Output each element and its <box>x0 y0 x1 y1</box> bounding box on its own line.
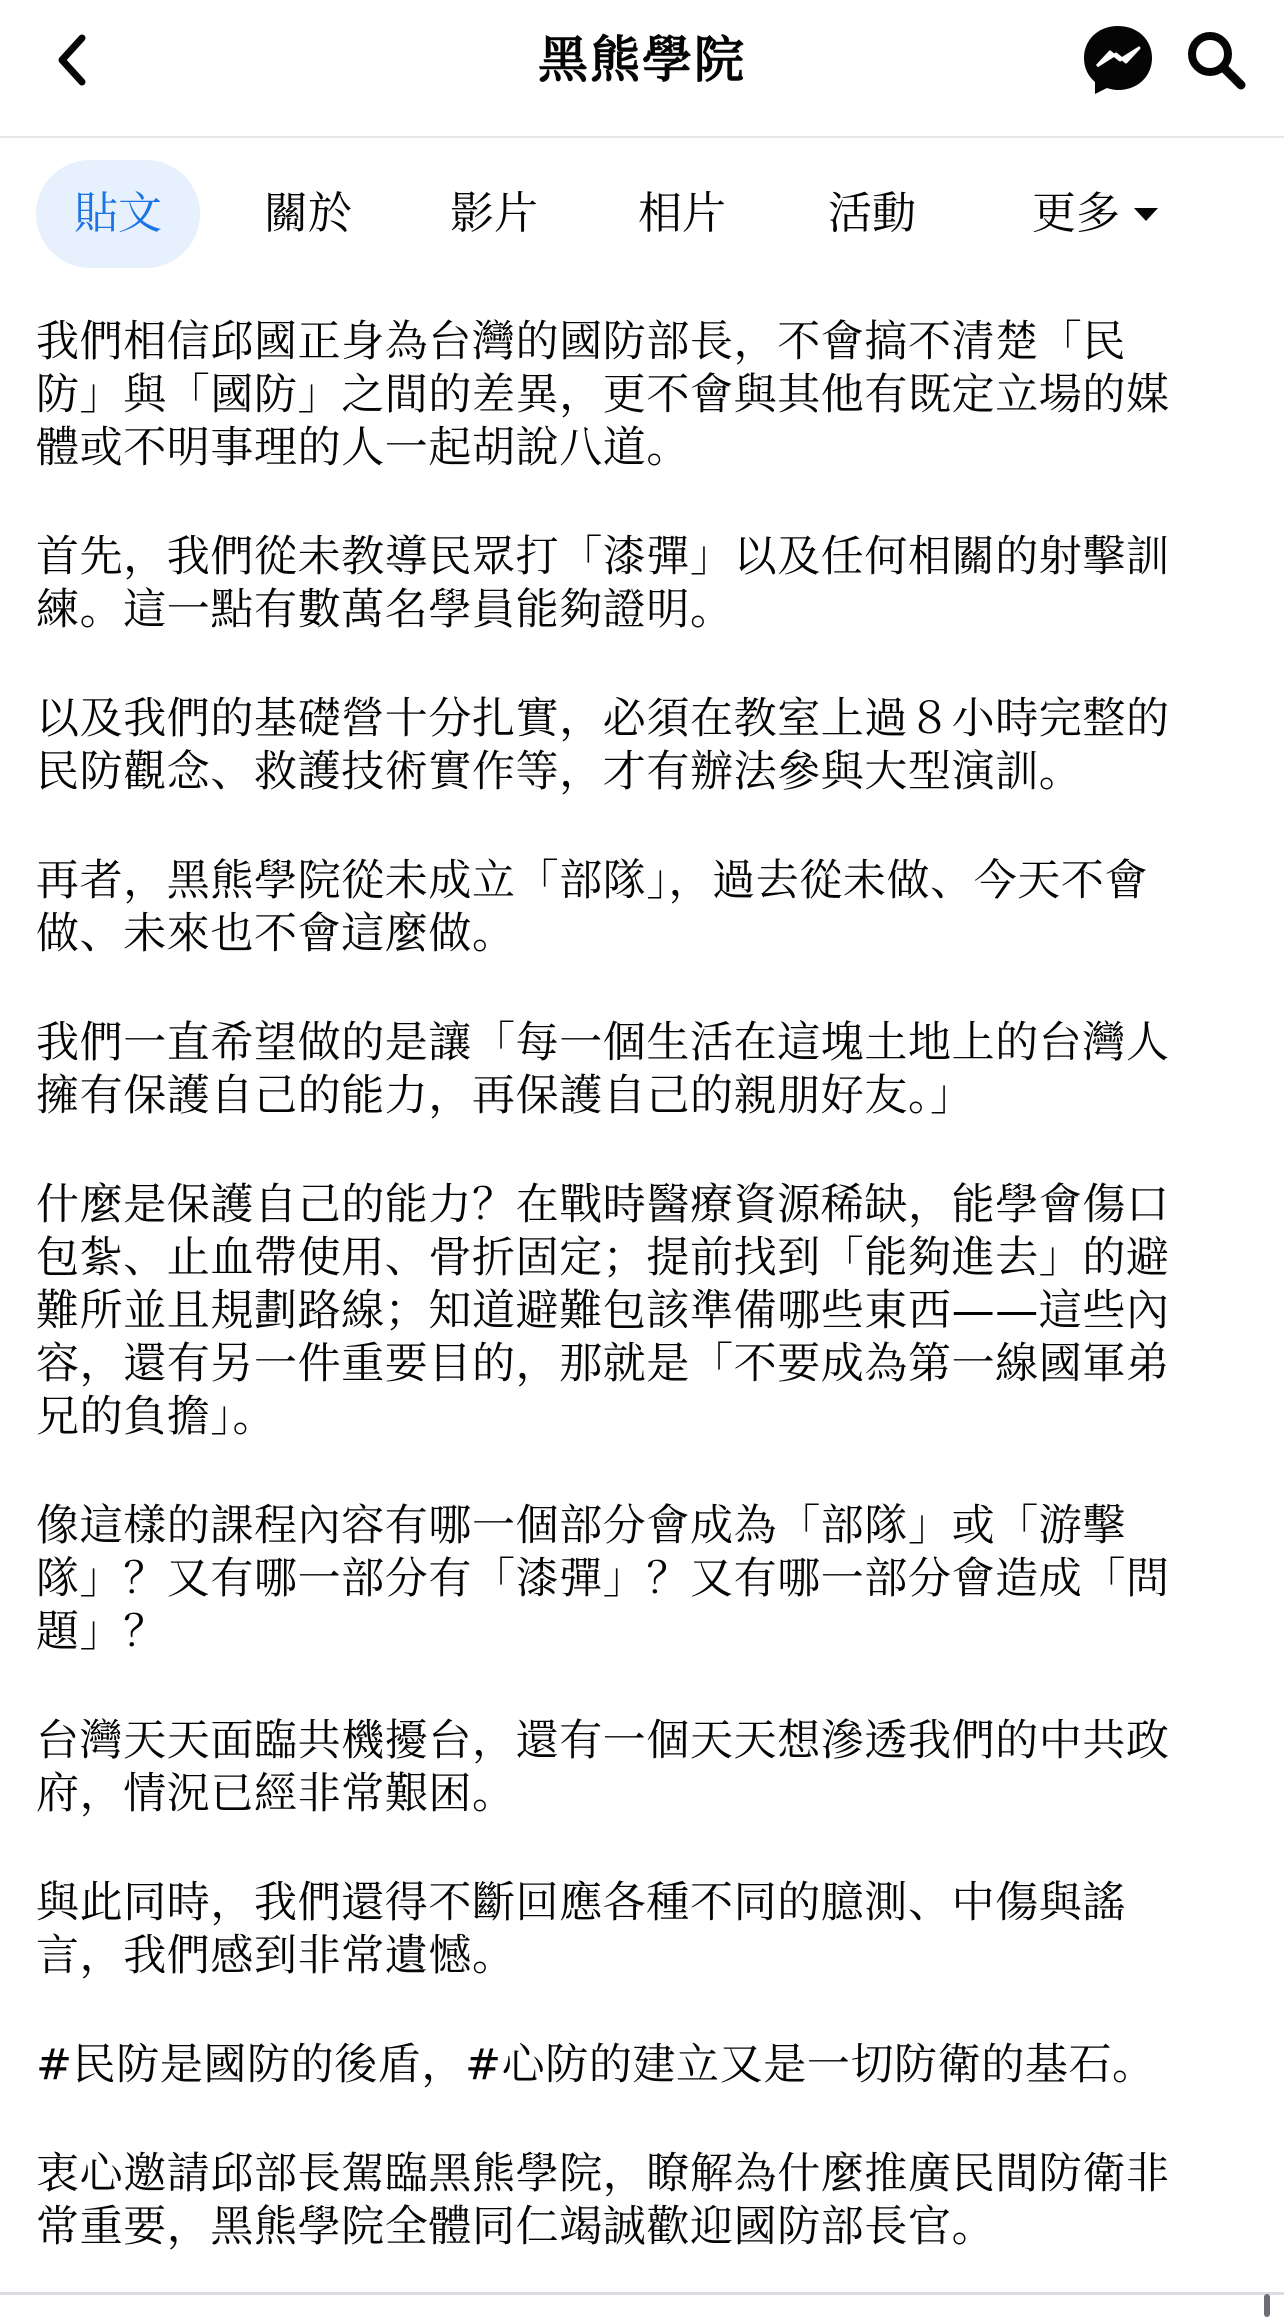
tab-more[interactable] <box>1006 160 1186 268</box>
top-app-bar <box>0 0 1284 138</box>
scrollbar-thumb[interactable] <box>1264 2294 1270 2317</box>
post-paragraph: 與此同時，我們還得不斷回應各種不同的臆測、中傷與謠 言，我們感到非常遺憾。 <box>36 1878 1126 1981</box>
post-paragraph: 我們一直希望做的是讓「每一個生活在這塊土地上的台灣人 擁有保護自己的能力，再保護自己的親朋好友。」 <box>36 1018 1170 1121</box>
chevron-left-icon <box>52 32 92 88</box>
tab-posts[interactable]: 貼文 <box>36 160 200 268</box>
messenger-button[interactable] <box>1078 20 1158 100</box>
content-divider <box>0 2292 1284 2295</box>
page-title: 黑熊學院 <box>538 31 746 89</box>
post-paragraph: 像這樣的課程內容有哪一個部分會成為「部隊」或「游擊 隊」？又有哪一部分有「漆彈」？又有哪一部分會造成「問 題」？ <box>36 1501 1170 1657</box>
post-paragraph: 衷心邀請邱部長駕臨黑熊學院，瞭解為什麼推廣民間防衛非 常重要，黑熊學院全體同仁竭誠歡迎國防部長官。 <box>36 2149 1170 2252</box>
post-paragraph: 我們相信邱國正身為台灣的國防部長，不會搞不清楚「民 防」與「國防」之間的差異，更不會與其他有既定立場的媒 體或不明事理的人一起胡說八道。 <box>36 317 1170 473</box>
post-paragraph: 台灣天天面臨共機擾台，還有一個天天想滲透我們的中共政 府，情況已經非常艱困。 <box>36 1716 1170 1819</box>
tab-photos[interactable]: 相片 <box>638 188 726 239</box>
tab-about[interactable]: 關於 <box>264 188 352 239</box>
back-button[interactable] <box>44 24 100 96</box>
tab-events[interactable]: 活動 <box>828 188 916 239</box>
post-paragraph: 以及我們的基礎營十分扎實，必須在教室上過８小時完整的 民防觀念、救護技術實作等，才有辦法參與大型演訓。 <box>36 694 1170 797</box>
post-paragraph: 首先，我們從未教導民眾打「漆彈」以及任何相關的射擊訓 練。這一點有數萬名學員能夠證明。 <box>36 532 1170 635</box>
post-paragraph: #民防是國防的後盾，#心防的建立又是一切防衛的基石。 <box>36 2040 1156 2090</box>
post-paragraph: 再者，黑熊學院從未成立「部隊」，過去從未做、今天不會 做、未來也不會這麼做。 <box>36 856 1149 959</box>
post-text <box>36 316 1252 2276</box>
search-icon <box>1184 28 1248 92</box>
page-tabs <box>0 160 1284 268</box>
tab-videos[interactable]: 影片 <box>450 188 538 239</box>
tab-more-label: 更多 <box>1032 188 1120 239</box>
messenger-icon <box>1080 22 1156 98</box>
post-paragraph: 什麼是保護自己的能力？在戰時醫療資源稀缺，能學會傷口 包紮、止血帶使用、骨折固定；提前找到「能夠進去」的避 難所並且規劃路線；知道避難包該準備哪些東西——這些內 容，還有另一件重要目的，那就是「不要成為第一線國軍弟 兄的負擔」。 <box>36 1180 1170 1442</box>
search-button[interactable] <box>1176 20 1256 100</box>
caret-down-icon <box>1132 205 1160 223</box>
